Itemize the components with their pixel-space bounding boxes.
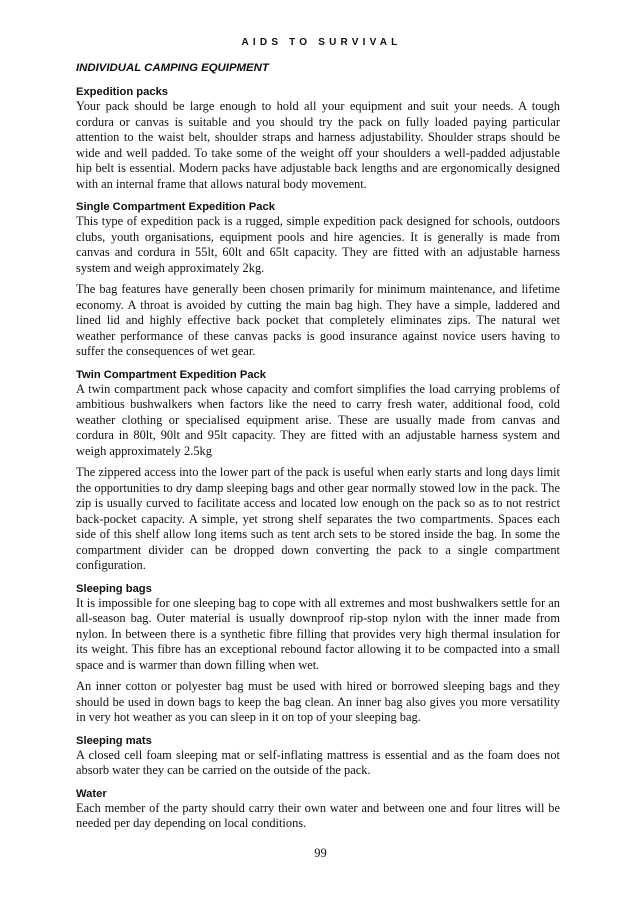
page-content: [76, 61, 560, 840]
section-heading: Single Compartment Expedition Pack: [76, 201, 275, 213]
section-heading: Water: [76, 787, 107, 800]
section-twin-compartment-pack: [76, 368, 560, 574]
paragraph: A twin compartment pack whose capacity and comfort simplifies the load carrying problems of ambitious bushwalkers when factors like the need to carry fresh water, additional food, cold weather clothing or specialised equipment arise. These are usually made from canvas and cordura in 80lt, 90lt and 95lt capacity. They are fitted with an adjustable harness system and weigh approximately 2.5kg: [76, 381, 560, 458]
paragraph: Your pack should be large enough to hold all your equipment and suit your needs. A tough cordura or canvas is suitable and you should try the pack on fully loaded paying particular attention to the waist belt, shoulder straps and harness adjustability. Shoulder straps should be wide and well padded. To take some of the weight off your shoulders a well-padded adjustable hip belt is essential. Modern packs have adjustable back lengths and are ergonomically designed with an internal frame that allows natural body movement.: [76, 99, 560, 191]
paragraph: Each member of the party should carry their own water and between one and four litres will be needed per day depending on local conditions.: [76, 800, 560, 830]
paragraph: A closed cell foam sleeping mat or self-inflating mattress is essential and as the foam does not absorb water they can be carried on the outside of the pack.: [76, 747, 560, 777]
section-title: INDIVIDUAL CAMPING EQUIPMENT: [76, 62, 269, 74]
section-heading: Sleeping mats: [76, 734, 152, 747]
section-sleeping-bags: [76, 582, 560, 726]
section-expedition-packs: [76, 85, 560, 192]
paragraph: It is impossible for one sleeping bag to cope with all extremes and most bushwalkers settle for an all-season bag. Outer material is usually downproof rip-stop nylon with the inner made from nylon. In between there is a synthetic fibre filling that provides very high thermal insulation for its weight. This fibre has an exceptional rebound factor allowing it to be compacted into a small space and is warmer than down filling when wet.: [76, 595, 560, 672]
running-header: AIDS TO SURVIVAL: [241, 37, 402, 48]
page-number: 99: [314, 846, 327, 860]
paragraph: This type of expedition pack is a rugged, simple expedition pack designed for schools, outdoors clubs, youth organisations, equipment pools and hire agencies. It is generally is made from canvas and cordura in 55lt, 60lt and 65lt capacity. They are fitted with an adjustable harness system and weigh approximately 2kg.: [76, 214, 560, 275]
section-heading: Twin Compartment Expedition Pack: [76, 368, 267, 381]
section-single-compartment-pack: [76, 200, 560, 360]
section-water: [76, 787, 560, 832]
section-sleeping-mats: [76, 734, 560, 779]
paragraph: The bag features have generally been chosen primarily for minimum maintenance, and lifetime economy. A throat is avoided by cutting the main bag high. They have a simple, laddered and lined lid and highly effective back pocket that completely eliminates zips. The natural wet weather performance of these canvas packs is good insurance against novice users having to suffer the consequences of wet gear.: [76, 282, 560, 358]
paragraph: An inner cotton or polyester bag must be used with hired or borrowed sleeping bags and they should be used in down bags to keep the bag clean. An inner bag also gives you more versatility in very hot weather as you can sleep in it on top of your sleeping bag.: [76, 679, 560, 724]
section-heading: Expedition packs: [76, 86, 169, 98]
section-heading: Sleeping bags: [76, 582, 152, 595]
paragraph: The zippered access into the lower part of the pack is useful when early starts and long days limit the opportunities to dry damp sleeping bags and other gear normally stowed low in the pack. The zip is usually curved to facilitate access and located low enough on the pack so as to not restrict back-pocket capacity. A simple, yet strong shelf separates the two compartments. Spaces each side of this shelf allow long items such as tent arch sets to be stored inside the bag. In some the compartment divider can be dropped down converting the pack to a single compartment configuration.: [76, 465, 560, 572]
